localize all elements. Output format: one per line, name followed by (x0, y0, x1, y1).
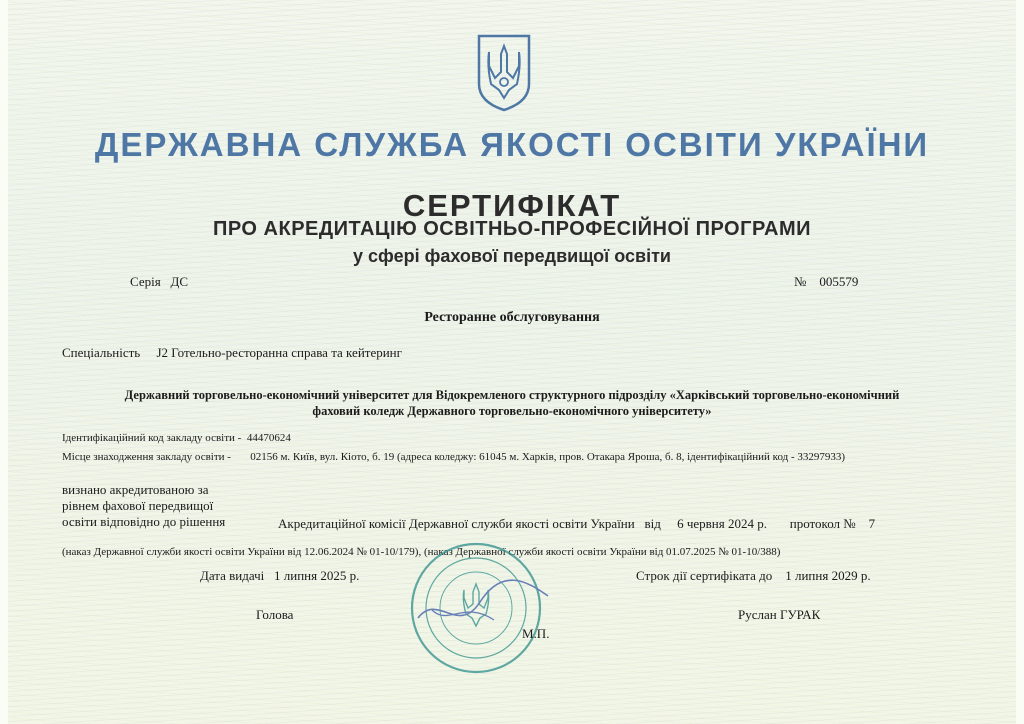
specialty-value: J2 Готельно-ресторанна справа та кейтеринг (156, 345, 402, 360)
number-row (794, 274, 858, 290)
commission-name: Акредитаційної комісії Державної служби якості освіти України (278, 516, 635, 531)
seal-stamp-icon (398, 540, 560, 680)
series-row (130, 274, 188, 290)
series-label: Серія (130, 274, 161, 289)
orders-line: (наказ Державної служби якості освіти України від 12.06.2024 № 01-10/179), (наказ Державної служби якості освіти України від 01.07.2025 № 01-10/388) (62, 546, 781, 558)
validity-row (636, 568, 871, 584)
agency-name: ДЕРЖАВНА СЛУЖБА ЯКОСТІ ОСВІТИ УКРАЇНИ (94, 126, 930, 163)
id-code-value: 44470624 (246, 432, 291, 444)
specialty-row (62, 345, 402, 361)
location-row (62, 451, 845, 463)
number-value: 005579 (819, 274, 859, 289)
program-name: Ресторанне обслуговування (424, 310, 600, 325)
accreditation-line-3: освіти відповідно до рішення (62, 514, 226, 529)
series-value: ДС (170, 274, 188, 289)
seal-label: М.П. (522, 626, 550, 641)
certificate-subtitle: ПРО АКРЕДИТАЦІЮ ОСВІТНЬО-ПРОФЕСІЙНОЇ ПРОГРАМИ (212, 218, 812, 240)
validity-value: 1 липня 2029 р. (785, 568, 871, 583)
issue-date-row (200, 568, 359, 584)
id-code-row (62, 432, 291, 444)
certificate-title: СЕРТИФІКАТ (402, 188, 622, 223)
accreditation-line-1: визнано акредитованою за (62, 482, 209, 497)
institution-line-2: фаховий коледж Державного торговельно-економічного університету» (312, 404, 712, 418)
protocol-value: 7 (868, 516, 876, 531)
id-code-label: Ідентифікаційний код закладу освіти - (62, 432, 242, 444)
issue-date-value: 1 липня 2025 р. (274, 568, 360, 583)
decision-date: 6 червня 2024 р. (677, 516, 767, 531)
number-label: № (794, 274, 807, 289)
accreditation-decision (278, 516, 875, 532)
location-value: 02156 м. Київ, вул. Кіото, б. 19 (адреса коледжу: 61045 м. Харків, пров. Отакара Яроша, б. 8, ідентифікаційний код - 33297933) (250, 451, 846, 463)
coat-of-arms-icon (475, 32, 533, 112)
issue-date-label: Дата видачі (200, 568, 265, 583)
head-label: Голова (256, 607, 294, 622)
location-label: Місце знаходження закладу освіти - (62, 451, 231, 463)
validity-label: Строк дії сертифіката до (636, 568, 773, 583)
head-name: Руслан ГУРАК (738, 607, 821, 622)
accreditation-line-2: рівнем фахової передвищої (62, 498, 214, 513)
specialty-label: Спеціальність (62, 345, 141, 360)
protocol-label: протокол № (789, 516, 856, 531)
institution-line-1: Державний торговельно-економічний університет для Відокремленого структурного підрозділу «Харківський торговельно-економічний (124, 388, 900, 402)
date-prefix: від (644, 516, 661, 531)
certificate-subtitle-2: у сфері фахової передвищої освіти (353, 246, 671, 266)
